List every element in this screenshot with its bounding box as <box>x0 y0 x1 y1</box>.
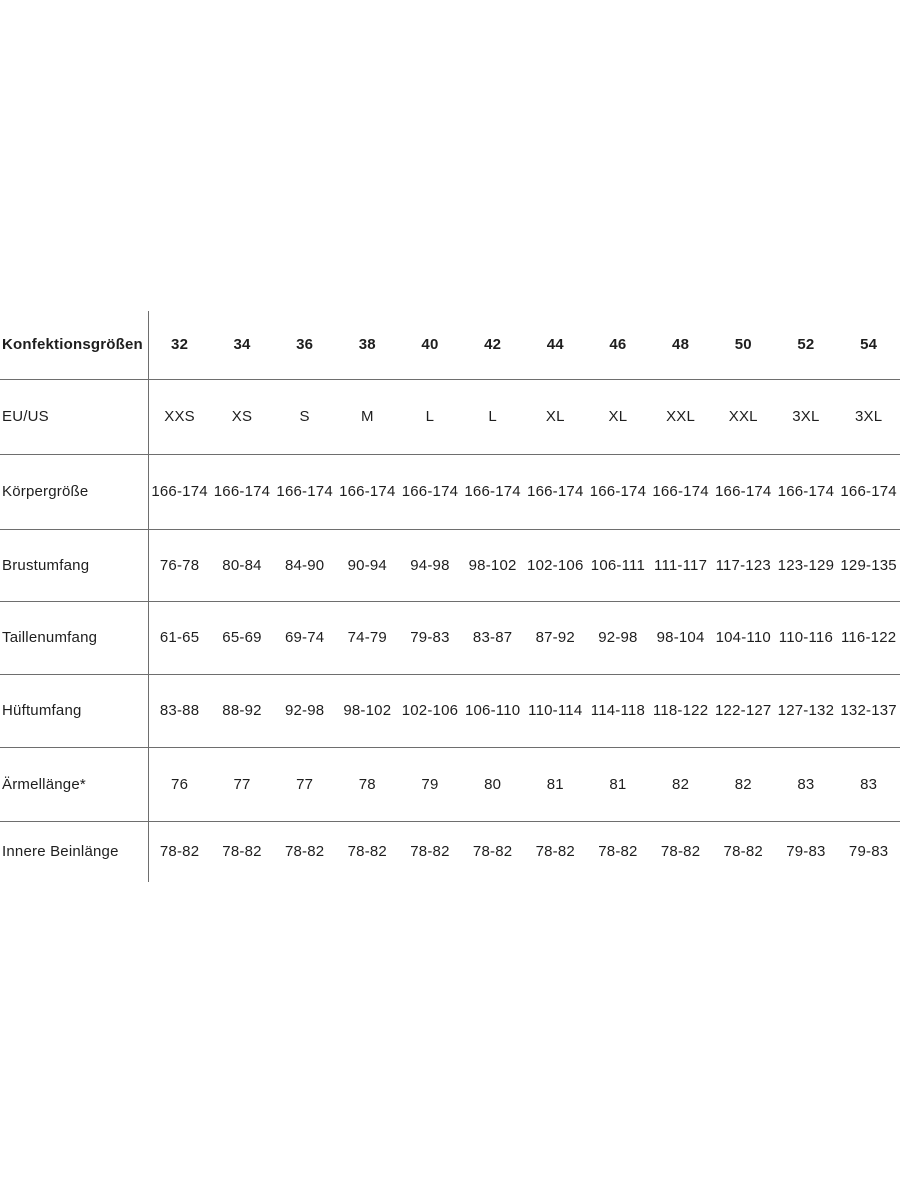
size-value-cell: XXS <box>148 379 211 454</box>
table-row <box>0 529 900 601</box>
size-value-cell: 104-110 <box>712 601 775 674</box>
size-chart-body <box>0 379 900 882</box>
table-row <box>0 747 900 821</box>
table-row <box>0 454 900 529</box>
size-value-cell: 81 <box>524 747 587 821</box>
size-value-cell: 78-82 <box>472 843 513 861</box>
size-value-cell: 166-174 <box>524 454 587 529</box>
size-value-cell: 74-79 <box>336 601 399 674</box>
size-value-cell: XL <box>524 379 587 454</box>
size-value-cell: 81 <box>587 747 650 821</box>
size-chart-header <box>0 311 900 379</box>
size-value-cell: 78-82 <box>222 843 262 861</box>
size-value-cell: 69-74 <box>273 601 336 674</box>
size-value-cell: 78-82 <box>347 843 387 861</box>
size-column-header: 50 <box>712 311 775 379</box>
size-value-cell: 123-129 <box>775 529 838 601</box>
size-value-cell: 77 <box>211 747 274 821</box>
size-value-cell: 79 <box>399 747 462 821</box>
header-row <box>0 311 900 379</box>
size-value-cell: 79-83 <box>786 843 826 861</box>
row-label: Taillenumfang <box>0 601 148 674</box>
size-value-cell: S <box>273 379 336 454</box>
size-value-cell: 79-83 <box>399 601 462 674</box>
size-value-cell: 94-98 <box>399 529 462 601</box>
table-row <box>0 601 900 674</box>
size-column-header: 40 <box>399 311 462 379</box>
size-value-cell: 111-117 <box>649 529 712 601</box>
size-value-cell: 83-88 <box>148 674 211 747</box>
size-value-cell: 92-98 <box>587 601 650 674</box>
size-value-cell: 166-174 <box>461 454 524 529</box>
size-value-cell: 98-102 <box>461 529 524 601</box>
size-value-cell: 3XL <box>837 379 900 454</box>
size-value-cell: 166-174 <box>649 454 712 529</box>
size-value-cell: 102-106 <box>524 529 587 601</box>
row-label: Ärmellänge* <box>0 747 148 821</box>
size-value-cell: 78-82 <box>284 843 325 861</box>
size-value-cell: 166-174 <box>587 454 650 529</box>
size-value-cell: 118-122 <box>649 674 712 747</box>
size-value-cell: 166-174 <box>775 454 838 529</box>
size-value-cell: 106-110 <box>461 674 524 747</box>
size-value-cell: 88-92 <box>211 674 274 747</box>
size-value-cell: 98-102 <box>336 674 399 747</box>
size-value-cell: 80 <box>461 747 524 821</box>
size-column-header: 42 <box>461 311 524 379</box>
size-value-cell: 84-90 <box>273 529 336 601</box>
corner-label: Konfektionsgrößen <box>0 311 148 379</box>
row-label: Körpergröße <box>0 454 148 529</box>
size-value-cell: XL <box>587 379 650 454</box>
size-value-cell: 78-82 <box>660 843 701 861</box>
size-value-cell: 83 <box>775 747 838 821</box>
size-value-cell: 78-82 <box>410 843 450 861</box>
size-value-cell: 166-174 <box>837 454 900 529</box>
size-value-cell: 78-82 <box>535 843 575 861</box>
size-value-cell: 98-104 <box>649 601 712 674</box>
size-value-cell: 114-118 <box>587 674 650 747</box>
size-value-cell: 127-132 <box>775 674 838 747</box>
size-value-cell: 166-174 <box>273 454 336 529</box>
size-value-cell: 79-83 <box>848 843 889 861</box>
size-value-cell: 117-123 <box>712 529 775 601</box>
size-value-cell: 106-111 <box>587 529 650 601</box>
size-value-cell: 92-98 <box>273 674 336 747</box>
size-value-cell: 166-174 <box>211 454 274 529</box>
size-value-cell: 87-92 <box>524 601 587 674</box>
size-column-header: 44 <box>524 311 587 379</box>
size-value-cell: 129-135 <box>837 529 900 601</box>
size-value-cell: 166-174 <box>399 454 462 529</box>
table-row <box>0 821 900 882</box>
row-label: Innere Beinlänge <box>0 821 148 882</box>
table-row <box>0 674 900 747</box>
size-value-cell: 166-174 <box>336 454 399 529</box>
size-column-header: 32 <box>148 311 211 379</box>
size-column-header: 46 <box>587 311 650 379</box>
row-label: Brustumfang <box>0 529 148 601</box>
size-column-header: 54 <box>837 311 900 379</box>
size-value-cell: 132-137 <box>837 674 900 747</box>
size-value-cell: 80-84 <box>211 529 274 601</box>
size-value-cell: 166-174 <box>148 454 211 529</box>
size-value-cell: 122-127 <box>712 674 775 747</box>
size-value-cell: 77 <box>273 747 336 821</box>
size-value-cell: 76 <box>148 747 211 821</box>
size-value-cell: 78-82 <box>723 843 763 861</box>
table-row <box>0 379 900 454</box>
size-value-cell: L <box>399 379 462 454</box>
size-value-cell: XS <box>211 379 274 454</box>
size-chart-table <box>0 311 900 882</box>
size-value-cell: 116-122 <box>837 601 900 674</box>
size-value-cell: 82 <box>712 747 775 821</box>
size-column-header: 38 <box>336 311 399 379</box>
size-column-header: 36 <box>273 311 336 379</box>
size-value-cell: 78-82 <box>598 843 638 861</box>
size-value-cell: 166-174 <box>712 454 775 529</box>
row-label: EU/US <box>0 379 148 454</box>
size-value-cell: 78 <box>336 747 399 821</box>
size-column-header: 48 <box>649 311 712 379</box>
size-value-cell: 78-82 <box>159 843 200 861</box>
row-label: Hüftumfang <box>0 674 148 747</box>
size-value-cell: 83 <box>837 747 900 821</box>
size-value-cell: XXL <box>712 379 775 454</box>
size-column-header: 52 <box>775 311 838 379</box>
size-value-cell: L <box>461 379 524 454</box>
size-value-cell: 90-94 <box>336 529 399 601</box>
size-value-cell: 110-116 <box>775 601 838 674</box>
size-value-cell: 82 <box>649 747 712 821</box>
size-value-cell: XXL <box>649 379 712 454</box>
size-value-cell: 83-87 <box>461 601 524 674</box>
size-value-cell: 102-106 <box>399 674 462 747</box>
size-value-cell: 110-114 <box>524 674 587 747</box>
size-value-cell: 65-69 <box>211 601 274 674</box>
size-value-cell: M <box>336 379 399 454</box>
size-value-cell: 3XL <box>775 379 838 454</box>
size-column-header: 34 <box>211 311 274 379</box>
size-value-cell: 76-78 <box>148 529 211 601</box>
size-value-cell: 61-65 <box>148 601 211 674</box>
